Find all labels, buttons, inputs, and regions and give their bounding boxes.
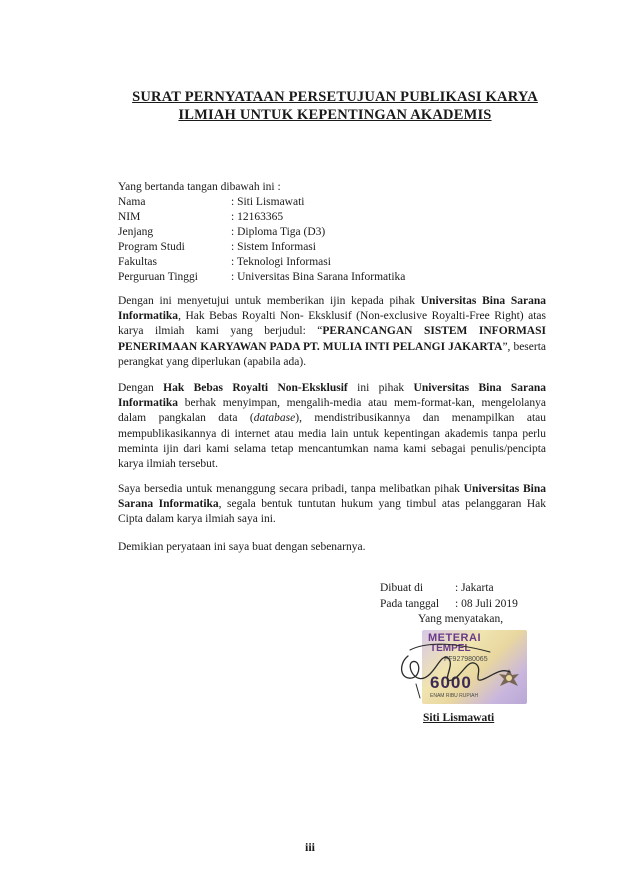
- stamp-line-1: METERAI: [428, 632, 481, 644]
- paragraph-closing: Demikian peryataan ini saya buat dengan sebenarnya.: [118, 541, 366, 553]
- para3-text-2: , segala bentuk tuntutan hukum yang timbul atas pelanggaran Hak Cipta dalam karya ilmiah saya ini.: [118, 498, 547, 526]
- field-label: Perguruan Tinggi: [118, 271, 198, 283]
- para3-bold-university: Universitas Bina Sarana Informatika: [118, 483, 547, 511]
- place-label: Dibuat di: [380, 582, 424, 594]
- para2-text-1: Dengan: [118, 382, 164, 394]
- handwritten-signature-icon: [390, 628, 525, 708]
- signer-name: Siti Lismawati: [423, 712, 495, 724]
- date-value: : 08 Juli 2019: [455, 597, 518, 610]
- field-value: : Sistem Informasi: [231, 241, 316, 253]
- field-nim: [118, 210, 405, 225]
- para2-bold-university: Universitas Bina Sarana Informatika: [118, 382, 546, 410]
- para2-text-3: berhak menyimpan, mengalih-media atau mem-format-kan, mengelolanya dalam pangkalan data (: [118, 397, 546, 425]
- field-label: Fakultas: [118, 256, 157, 268]
- title-line-1: SURAT PERNYATAAN PERSETUJUAN PUBLIKASI KARYA: [132, 89, 538, 105]
- place-value: : Jakarta: [455, 582, 494, 594]
- title-line-2: ILMIAH UNTUK KEPENTINGAN AKADEMIS: [178, 107, 492, 123]
- para2-text-2: ini pihak: [347, 382, 414, 394]
- field-value: : Universitas Bina Sarana Informatika: [231, 271, 406, 283]
- para3-text-1: Saya bersedia untuk menanggung secara pribadi, tanpa melibatkan pihak: [118, 483, 464, 495]
- para1-text-3: ”, beserta perangkat yang diperlukan (apabila ada).: [118, 340, 547, 368]
- paragraph-rights: [118, 381, 546, 472]
- field-value: : Siti Lismawati: [231, 196, 305, 208]
- stamp-line-2: TEMPEL: [430, 643, 471, 654]
- page-number: iii: [304, 840, 315, 854]
- field-label: NIM: [118, 211, 141, 223]
- para1-text-1: Dengan ini menyetujui untuk memberikan ijin kepada pihak: [118, 295, 421, 307]
- field-jenjang: [118, 225, 405, 240]
- stated-label: Yang menyatakan,: [418, 613, 504, 625]
- paragraph-liability: [118, 482, 546, 528]
- para2-text-4: ), mendistribusikannya dan menampilkan atau mempublikasikannya di internet atau media lain untuk kepentingan akademis tanpa perlu meminta ijin dari kami selama tetap mencantumkan nama kami sebagai penulis/pencipta karya ilmiah tersebut.: [118, 412, 546, 471]
- field-fakultas: [118, 255, 405, 270]
- field-value: : Teknologi Informasi: [231, 256, 331, 268]
- para2-bold-rights: Hak Bebas Royalti Non-Eksklusif: [163, 382, 348, 394]
- stamp-words: ENAM RIBU RUPIAH: [430, 693, 479, 699]
- field-perguruan-tinggi: [118, 270, 405, 285]
- paragraph-consent: [118, 294, 546, 370]
- identity-fields: [118, 195, 405, 285]
- field-label: Program Studi: [118, 241, 185, 253]
- field-label: Nama: [118, 196, 146, 208]
- stamp-value: 6000: [430, 673, 472, 692]
- signature-and-stamp: [390, 628, 525, 708]
- stamp-code: FF927980065: [444, 656, 488, 663]
- place-row: [380, 581, 518, 597]
- field-value: : 12163365: [231, 211, 284, 223]
- field-nama: [118, 195, 405, 210]
- para1-bold-university: Universitas Bina Sarana Informatika: [118, 295, 546, 323]
- field-label: Jenjang: [118, 226, 154, 238]
- para1-text-2: , Hak Bebas Royalti Non- Eksklusif (Non-exclusive Royalti-Free Right) atas karya ilmiah kami yang berjudul: “: [118, 310, 546, 338]
- field-value: : Diploma Tiga (D3): [231, 226, 326, 238]
- identity-intro: Yang bertanda tangan dibawah ini :: [118, 181, 281, 193]
- para2-italic-database: database: [253, 412, 296, 425]
- field-program-studi: [118, 240, 405, 255]
- date-label: Pada tanggal: [380, 597, 440, 610]
- signature-block: [380, 581, 518, 628]
- para1-bold-thesis-title: PERANCANGAN SISTEM INFORMASI PENERIMAAN KARYAWAN PADA PT. MULIA INTI PELANGI JAKARTA: [118, 325, 546, 353]
- document-title: [100, 88, 570, 124]
- date-row: [380, 597, 518, 613]
